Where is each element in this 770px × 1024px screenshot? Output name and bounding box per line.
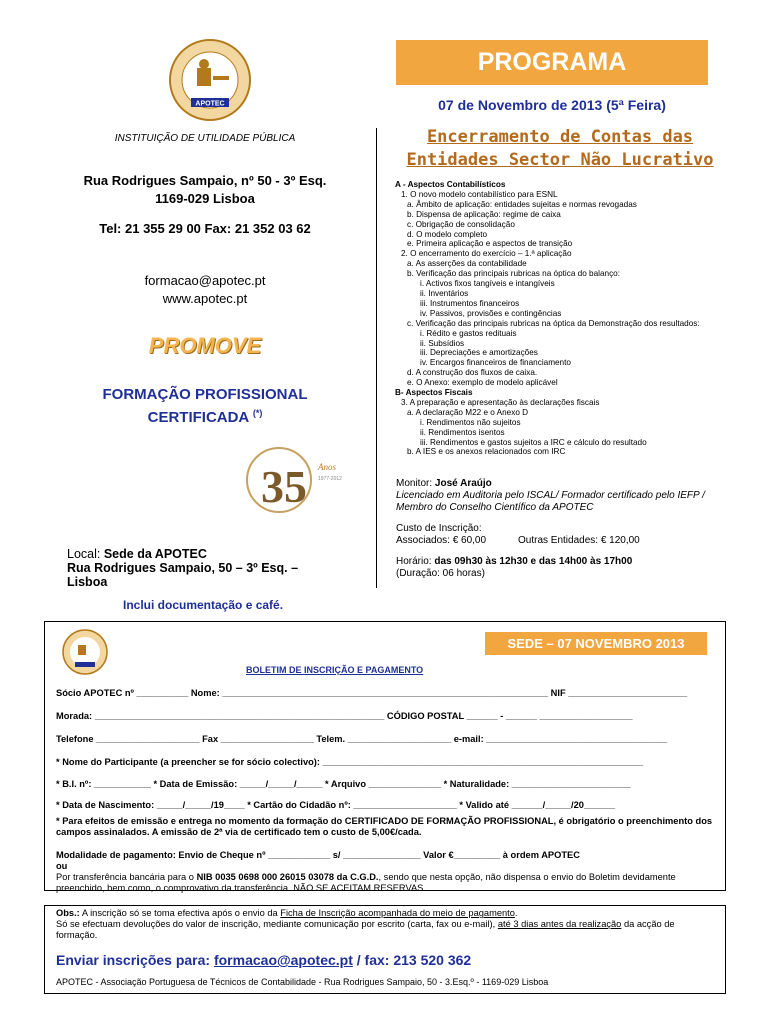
cost-associates: Associados: € 60,00 (396, 535, 487, 546)
syllabus-item: iii. Depreciações e amortizações (420, 348, 538, 358)
anniversary-35-logo (243, 440, 363, 515)
form-row-morada[interactable]: Morada: ________________________________________________________ CÓDIGO POSTAL ______ - ______ __________________ (56, 711, 633, 721)
form-title: BOLETIM DE INSCRIÇÃO E PAGAMENTO (246, 665, 424, 675)
apotec-logo (155, 38, 265, 122)
local-label: Local: (67, 547, 104, 561)
syllabus-item: iv. Passivos, provisões e contingências (420, 308, 562, 318)
payment-method (56, 850, 716, 894)
formacao-line-1: FORMAÇÃO PROFISSIONAL (102, 386, 308, 403)
location (67, 547, 367, 589)
syllabus-item: 2. O encerramento do exercício – 1.ª aplicação (401, 249, 572, 259)
column-divider (376, 128, 377, 588)
formacao-heading (55, 386, 355, 427)
syllabus-item: iii. Rendimentos e gastos sujeitos a IRC e cálculo do resultado (420, 437, 647, 447)
sede-banner: SEDE – 07 NOVEMBRO 2013 (485, 632, 707, 655)
syllabus-item: a. A declaração M22 e o Anexo D (407, 407, 529, 417)
address-line-1: Rua Rodrigues Sampaio, nº 50 - 3º Esq. (83, 173, 327, 188)
form-row-socio[interactable]: Sócio APOTEC nº __________ Nome: _______________________________________________________________ NIF _______________________ (56, 688, 688, 698)
monitor-desc-2: Membro do Conselho Científico da APOTEC (396, 502, 594, 513)
phone-fax: Tel: 21 355 29 00 Fax: 21 352 03 62 (99, 221, 311, 236)
syllabus-item: iv. Encargos financeiros de financiamento (420, 358, 571, 368)
schedule-info (396, 556, 746, 580)
anniversary-word: Anos (318, 462, 336, 472)
syllabus-item: i. Rendimentos não sujeitos (420, 417, 521, 427)
includes-note: Inclui documentação e café. (123, 598, 284, 612)
local-line-2: Rua Rodrigues Sampaio, 50 – 3º Esq. – (67, 561, 299, 575)
institution-label: INSTITUIÇÃO DE UTILIDADE PÚBLICA (114, 133, 296, 144)
obs-text-3: Só se efectuam devoluções do valor de inscrição, mediante comunicação por escrito (carta, fax ou e-mail), (56, 919, 498, 929)
syllabus-item: 3. A preparação e apresentação às declarações fiscais (401, 397, 600, 407)
syllabus-item: ii. Subsídios (420, 338, 465, 348)
obs-underline-2: até 3 dias antes da realização (497, 919, 622, 929)
syllabus-item: b. A IES e os anexos relacionados com IRC (407, 447, 566, 457)
contact-info (55, 272, 355, 308)
cost-info (396, 523, 746, 547)
website-link[interactable]: www.apotec.pt (162, 291, 248, 306)
programa-banner: PROGRAMA (396, 40, 708, 85)
send-instructions (56, 952, 471, 968)
obs-text (56, 908, 716, 941)
syllabus-item: A - Aspectos Contabilísticos (395, 180, 506, 189)
monitor-info (396, 478, 746, 514)
form-row-nascimento[interactable]: * Data de Nascimento: _____/_____/19____ * Cartão do Cidadão nº: ____________________ * Valido até ______/_____/20______ (56, 800, 615, 810)
obs-underline-1: Ficha de Inscrição acompanhada do meio de pagamento (280, 908, 515, 918)
form-row-participante[interactable]: * Nome do Participante (a preencher se for sócio colectivo): ______________________________________________________________ (56, 757, 644, 767)
formacao-note: (*) (252, 408, 263, 418)
local-value: Sede da APOTEC (103, 547, 207, 561)
course-date: 07 de Novembro de 2013 (5ª Feira) (438, 97, 666, 113)
schedule-duration: (Duração: 06 horas) (396, 568, 485, 579)
syllabus-item: b. Verificação das principais rubricas na óptica do balanço: (407, 269, 620, 279)
syllabus-item: e. Primeira aplicação e aspectos de transição (407, 239, 573, 249)
footer-text: APOTEC - Associação Portuguesa de Técnicos de Contabilidade - Rua Rodrigues Sampaio, 50 - 3.Esq.º - 1169-029 Lisboa (56, 977, 549, 987)
course-title-line-1: Encerramento de Contas das (426, 127, 694, 147)
promove-heading: PROMOVE (148, 333, 262, 358)
obs-text-4: da acção de formação. (56, 919, 675, 940)
syllabus-item: d. O modelo completo (407, 229, 488, 239)
syllabus-item: iii. Instrumentos financeiros (420, 298, 520, 308)
address-line-2: 1169-029 Lisboa (155, 191, 255, 206)
obs-text-2: . (514, 908, 518, 918)
payment-nib: NIB 0035 0698 000 26015 03078 da C.G.D. (196, 872, 379, 882)
obs-label: Obs.: (56, 908, 80, 918)
anniversary-years: 1977-2012 (318, 476, 342, 482)
send-fax: / fax: 213 520 362 (352, 952, 472, 968)
form-row-telefone[interactable]: Telefone ____________________ Fax __________________ Telem. ____________________ e-mail: ___________________________________ (56, 734, 668, 744)
course-title-line-2: Entidades Sector Não Lucrativo (406, 150, 714, 170)
address (55, 172, 355, 208)
syllabus-item: d. A construção dos fluxos de caixa. (407, 368, 538, 378)
cost-others: Outras Entidades: € 120,00 (518, 535, 640, 546)
email-link[interactable]: formacao@apotec.pt (144, 273, 266, 288)
payment-transfer-rest: , sendo que nesta opção, não dispensa o envio do Boletim devidamente preenchido, bem como, o comprovativo da transferência. NÃO SE ACEITAM RESERVAS. (56, 872, 676, 893)
monitor-label: Monitor: (396, 478, 435, 489)
syllabus-item: B- Aspectos Fiscais (395, 388, 473, 398)
anniversary-number: 35 (261, 461, 307, 512)
cost-title: Custo de Inscrição: (396, 523, 482, 534)
syllabus-item: b. Dispensa de aplicação: regime de caixa (407, 209, 561, 219)
syllabus-item: c. Verificação das principais rubricas na óptica da Demonstração dos resultados: (407, 318, 700, 328)
local-line-3: Lisboa (67, 575, 108, 589)
syllabus-item: e. O Anexo: exemplo de modelo aplicável (407, 378, 558, 388)
monitor-name: José Araújo (434, 478, 492, 489)
syllabus-item: ii. Rendimentos isentos (420, 427, 505, 437)
schedule-label: Horário: (396, 556, 435, 567)
syllabus-item: ii. Inventários (420, 288, 469, 298)
payment-or: ou (56, 861, 68, 871)
syllabus-item: i. Activos fixos tangíveis e intangíveis (420, 279, 555, 289)
course-title (380, 126, 740, 172)
syllabus-item: c. Obrigação de consolidação (407, 219, 515, 229)
schedule-value: das 09h30 às 12h30 e das 14h00 às 17h00 (434, 556, 633, 567)
send-label: Enviar inscrições para: (56, 952, 214, 968)
obs-text-1: A inscrição só se toma efectiva após o envio da (79, 908, 281, 918)
syllabus-item: 1. O novo modelo contabilístico para ESNL (401, 189, 558, 199)
svg-text:APOTEC: APOTEC (195, 100, 225, 108)
syllabus (395, 180, 745, 457)
payment-cheque[interactable]: Modalidade de pagamento: Envio de Cheque nº ____________ s/ _______________ Valor €_________ à ordem APOTEC (56, 850, 580, 860)
formacao-line-2: CERTIFICADA (147, 409, 249, 426)
send-email-link[interactable]: formacao@apotec.pt (213, 952, 353, 968)
syllabus-item: a. Âmbito de aplicação: entidades sujeitas e normas revogadas (407, 199, 637, 209)
payment-transfer-text: Por transferência bancária para o (56, 872, 197, 882)
syllabus-item: a. As asserções da contabilidade (407, 259, 527, 269)
syllabus-item: i. Rédito e gastos redituais (420, 328, 517, 338)
form-row-bi[interactable]: * B.I. nº: ___________ * Data de Emissão: _____/_____/_____ * Arquivo ______________ * Naturalidade: _______________________ (56, 779, 631, 789)
monitor-desc-1: Licenciado em Auditoria pelo ISCAL/ Formador certificado pelo IEFP / (396, 490, 705, 501)
certificate-note: * Para efeitos de emissão e entrega no momento da formação do CERTIFICADO DE FORMAÇÃO PROFISSIONAL, é obrigatório o preenchimento dos campos assinalados. A emissão de 2ª via de certificado tem o custo de 5,00€/cada. (56, 816, 713, 837)
